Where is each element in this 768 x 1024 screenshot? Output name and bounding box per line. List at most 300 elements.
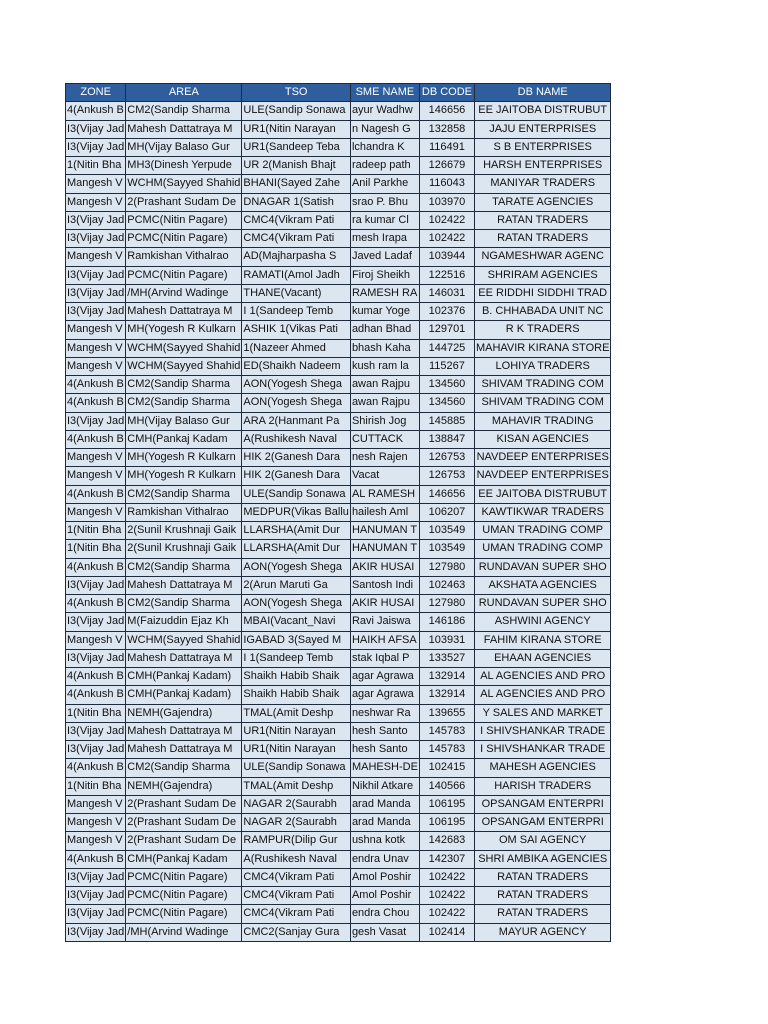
zone-cell[interactable]: I3(Vijay Jad: [66, 887, 126, 905]
tso-cell[interactable]: RAMATI(Amol Jadh: [242, 266, 351, 284]
area-cell[interactable]: MH(Vijay Balaso Gur: [126, 138, 242, 156]
area-cell[interactable]: NEMH(Gajendra): [126, 704, 242, 722]
area-cell[interactable]: MH3(Dinesh Yerpude: [126, 157, 242, 175]
tso-cell[interactable]: UR 2(Manish Bhajt: [242, 157, 351, 175]
db-name-cell[interactable]: FAHIM KIRANA STORE: [474, 631, 610, 649]
db-name-cell[interactable]: I SHIVSHANKAR TRADE: [474, 741, 610, 759]
sme-name-cell[interactable]: awan Rajpu: [350, 376, 419, 394]
db-name-cell[interactable]: HARISH TRADERS: [474, 777, 610, 795]
db-code-cell[interactable]: 116043: [419, 175, 474, 193]
tso-cell[interactable]: ULE(Sandip Sonawa: [242, 485, 351, 503]
db-code-cell[interactable]: 126753: [419, 449, 474, 467]
db-code-cell[interactable]: 102422: [419, 211, 474, 229]
tso-cell[interactable]: 1(Nazeer Ahmed: [242, 339, 351, 357]
table-row: [66, 230, 611, 248]
db-name-cell[interactable]: MAYUR AGENCY: [474, 923, 610, 941]
zone-cell[interactable]: 4(Ankush B: [66, 430, 126, 448]
area-cell[interactable]: WCHM(Sayyed Shahid: [126, 339, 242, 357]
tso-cell[interactable]: Shaikh Habib Shaik: [242, 668, 351, 686]
db-name-cell[interactable]: I SHIVSHANKAR TRADE: [474, 722, 610, 740]
sme-name-cell[interactable]: agar Agrawa: [350, 668, 419, 686]
sme-name-cell[interactable]: bhash Kaha: [350, 339, 419, 357]
db-name-cell[interactable]: MAHAVIR KIRANA STORE: [474, 339, 610, 357]
zone-cell[interactable]: 4(Ankush B: [66, 668, 126, 686]
table-row: [66, 814, 611, 832]
db-name-cell[interactable]: RATAN TRADERS: [474, 887, 610, 905]
zone-cell[interactable]: I3(Vijay Jad: [66, 266, 126, 284]
area-cell[interactable]: CMH(Pankaj Kadam: [126, 850, 242, 868]
area-cell[interactable]: WCHM(Sayyed Shahid: [126, 175, 242, 193]
area-cell[interactable]: PCMC(Nitin Pagare): [126, 211, 242, 229]
sme-name-cell[interactable]: Vacat: [350, 467, 419, 485]
tso-cell[interactable]: UR1(Nitin Narayan: [242, 120, 351, 138]
area-cell[interactable]: Mahesh Dattatraya M: [126, 741, 242, 759]
area-cell[interactable]: PCMC(Nitin Pagare): [126, 266, 242, 284]
area-cell[interactable]: CM2(Sandip Sharma: [126, 102, 242, 120]
area-cell[interactable]: MH(Yogesh R Kulkarn: [126, 467, 242, 485]
sme-name-cell[interactable]: kush ram la: [350, 357, 419, 375]
tso-cell[interactable]: LLARSHA(Amit Dur: [242, 522, 351, 540]
sme-name-cell[interactable]: hailesh Aml: [350, 503, 419, 521]
db-code-cell[interactable]: 146656: [419, 102, 474, 120]
db-name-cell[interactable]: NGAMESHWAR AGENC: [474, 248, 610, 266]
tso-cell[interactable]: TMAL(Amit Deshp: [242, 777, 351, 795]
area-cell[interactable]: PCMC(Nitin Pagare): [126, 905, 242, 923]
db-code-cell[interactable]: 134560: [419, 394, 474, 412]
sme-name-cell[interactable]: neshwar Ra: [350, 704, 419, 722]
tso-cell[interactable]: AON(Yogesh Shega: [242, 394, 351, 412]
db-code-cell[interactable]: 142683: [419, 832, 474, 850]
tso-cell[interactable]: UR1(Nitin Narayan: [242, 722, 351, 740]
area-cell[interactable]: /MH(Arvind Wadinge: [126, 284, 242, 302]
sme-name-cell[interactable]: arad Manda: [350, 814, 419, 832]
tso-cell[interactable]: AON(Yogesh Shega: [242, 558, 351, 576]
sme-name-cell[interactable]: Firoj Sheikh: [350, 266, 419, 284]
zone-cell[interactable]: Mangesh V: [66, 832, 126, 850]
db-code-cell[interactable]: 102414: [419, 923, 474, 941]
db-name-cell[interactable]: Y SALES AND MARKET: [474, 704, 610, 722]
area-cell[interactable]: PCMC(Nitin Pagare): [126, 887, 242, 905]
db-name-cell[interactable]: RATAN TRADERS: [474, 230, 610, 248]
tso-cell[interactable]: CMC2(Sanjay Gura: [242, 923, 351, 941]
sme-name-cell[interactable]: HAIKH AFSA: [350, 631, 419, 649]
zone-cell[interactable]: 4(Ankush B: [66, 759, 126, 777]
table-row: [66, 832, 611, 850]
zone-cell[interactable]: Mangesh V: [66, 321, 126, 339]
table-row: [66, 503, 611, 521]
area-cell[interactable]: CM2(Sandip Sharma: [126, 485, 242, 503]
db-name-cell[interactable]: EE JAITOBA DISTRUBUT: [474, 102, 610, 120]
db-name-cell[interactable]: RATAN TRADERS: [474, 868, 610, 886]
tso-cell[interactable]: I 1(Sandeep Temb: [242, 649, 351, 667]
tso-cell[interactable]: NAGAR 2(Saurabh: [242, 795, 351, 813]
zone-cell[interactable]: I3(Vijay Jad: [66, 868, 126, 886]
tso-cell[interactable]: RAMPUR(Dilip Gur: [242, 832, 351, 850]
area-cell[interactable]: CM2(Sandip Sharma: [126, 376, 242, 394]
sme-name-cell[interactable]: Ravi Jaiswa: [350, 613, 419, 631]
db-code-cell[interactable]: 133527: [419, 649, 474, 667]
area-cell[interactable]: MH(Yogesh R Kulkarn: [126, 449, 242, 467]
area-cell[interactable]: /MH(Arvind Wadinge: [126, 923, 242, 941]
tso-cell[interactable]: IGABAD 3(Sayed M: [242, 631, 351, 649]
sme-name-cell[interactable]: arad Manda: [350, 795, 419, 813]
zone-cell[interactable]: I3(Vijay Jad: [66, 284, 126, 302]
zone-cell[interactable]: I3(Vijay Jad: [66, 722, 126, 740]
db-name-cell[interactable]: RATAN TRADERS: [474, 211, 610, 229]
sme-name-cell[interactable]: MAHESH-DE: [350, 759, 419, 777]
sme-name-cell[interactable]: AKIR HUSAI: [350, 558, 419, 576]
tso-cell[interactable]: A(Rushikesh Naval: [242, 430, 351, 448]
db-code-cell[interactable]: 139655: [419, 704, 474, 722]
db-code-cell[interactable]: 134560: [419, 376, 474, 394]
zone-cell[interactable]: 4(Ankush B: [66, 394, 126, 412]
area-cell[interactable]: CMH(Pankaj Kadam): [126, 686, 242, 704]
tso-cell[interactable]: Shaikh Habib Shaik: [242, 686, 351, 704]
area-cell[interactable]: CMH(Pankaj Kadam: [126, 430, 242, 448]
tso-cell[interactable]: BHANI(Sayed Zahe: [242, 175, 351, 193]
table-row: [66, 248, 611, 266]
db-name-cell[interactable]: SHIVAM TRADING COM: [474, 394, 610, 412]
sme-name-cell[interactable]: HANUMAN T: [350, 522, 419, 540]
db-code-cell[interactable]: 145885: [419, 412, 474, 430]
db-name-cell[interactable]: JAJU ENTERPRISES: [474, 120, 610, 138]
tso-cell[interactable]: DNAGAR 1(Satish: [242, 193, 351, 211]
db-name-cell[interactable]: UMAN TRADING COMP: [474, 540, 610, 558]
zone-cell[interactable]: Mangesh V: [66, 357, 126, 375]
zone-cell[interactable]: Mangesh V: [66, 503, 126, 521]
sme-name-cell[interactable]: AKIR HUSAI: [350, 595, 419, 613]
zone-cell[interactable]: Mangesh V: [66, 339, 126, 357]
db-name-cell[interactable]: RUNDAVAN SUPER SHO: [474, 558, 610, 576]
zone-cell[interactable]: Mangesh V: [66, 467, 126, 485]
area-cell[interactable]: PCMC(Nitin Pagare): [126, 868, 242, 886]
db-code-cell[interactable]: 106195: [419, 795, 474, 813]
tso-cell[interactable]: AON(Yogesh Shega: [242, 595, 351, 613]
tso-cell[interactable]: UR1(Nitin Narayan: [242, 741, 351, 759]
area-cell[interactable]: 2(Prashant Sudam De: [126, 832, 242, 850]
sme-name-cell[interactable]: gesh Vasat: [350, 923, 419, 941]
db-code-cell[interactable]: 146031: [419, 284, 474, 302]
db-name-cell[interactable]: S B ENTERPRISES: [474, 138, 610, 156]
db-name-cell[interactable]: MAHAVIR TRADING: [474, 412, 610, 430]
tso-cell[interactable]: AON(Yogesh Shega: [242, 376, 351, 394]
db-code-cell[interactable]: 102422: [419, 230, 474, 248]
zone-cell[interactable]: I3(Vijay Jad: [66, 211, 126, 229]
area-cell[interactable]: Mahesh Dattatraya M: [126, 303, 242, 321]
area-cell[interactable]: CM2(Sandip Sharma: [126, 595, 242, 613]
sme-name-cell[interactable]: Amol Poshir: [350, 868, 419, 886]
tso-cell[interactable]: MBAI(Vacant_Navi: [242, 613, 351, 631]
sme-name-cell[interactable]: ayur Wadhw: [350, 102, 419, 120]
db-name-cell[interactable]: ASHWINI AGENCY: [474, 613, 610, 631]
db-code-cell[interactable]: 142307: [419, 850, 474, 868]
db-code-cell[interactable]: 102422: [419, 905, 474, 923]
db-name-cell[interactable]: SHRIRAM AGENCIES: [474, 266, 610, 284]
table-row: [66, 138, 611, 156]
sme-name-cell[interactable]: mesh Irapa: [350, 230, 419, 248]
area-cell[interactable]: NEMH(Gajendra): [126, 777, 242, 795]
tso-cell[interactable]: CMC4(Vikram Pati: [242, 868, 351, 886]
db-name-cell[interactable]: AL AGENCIES AND PRO: [474, 668, 610, 686]
db-code-cell[interactable]: 126753: [419, 467, 474, 485]
zone-cell[interactable]: I3(Vijay Jad: [66, 741, 126, 759]
sme-name-cell[interactable]: kumar Yoge: [350, 303, 419, 321]
area-cell[interactable]: MH(Vijay Balaso Gur: [126, 412, 242, 430]
db-code-cell[interactable]: 145783: [419, 722, 474, 740]
area-cell[interactable]: CMH(Pankaj Kadam): [126, 668, 242, 686]
sme-name-cell[interactable]: endra Chou: [350, 905, 419, 923]
header-area[interactable]: AREA: [126, 84, 242, 102]
db-name-cell[interactable]: HARSH ENTERPRISES: [474, 157, 610, 175]
db-name-cell[interactable]: SHIVAM TRADING COM: [474, 376, 610, 394]
db-code-cell[interactable]: 102376: [419, 303, 474, 321]
db-name-cell[interactable]: EE JAITOBA DISTRUBUT: [474, 485, 610, 503]
tso-cell[interactable]: TMAL(Amit Deshp: [242, 704, 351, 722]
db-code-cell[interactable]: 102422: [419, 868, 474, 886]
zone-cell[interactable]: 4(Ankush B: [66, 485, 126, 503]
tso-cell[interactable]: NAGAR 2(Saurabh: [242, 814, 351, 832]
db-name-cell[interactable]: OM SAI AGENCY: [474, 832, 610, 850]
area-cell[interactable]: 2(Prashant Sudam De: [126, 814, 242, 832]
tso-cell[interactable]: I 1(Sandeep Temb: [242, 303, 351, 321]
zone-cell[interactable]: Mangesh V: [66, 248, 126, 266]
header-sme-name[interactable]: SME NAME: [350, 84, 419, 102]
db-code-cell[interactable]: 132858: [419, 120, 474, 138]
sme-name-cell[interactable]: nesh Rajen: [350, 449, 419, 467]
sme-name-cell[interactable]: CUTTACK: [350, 430, 419, 448]
table-row: [66, 284, 611, 302]
tso-cell[interactable]: ASHIK 1(Vikas Pati: [242, 321, 351, 339]
zone-cell[interactable]: I3(Vijay Jad: [66, 576, 126, 594]
tso-cell[interactable]: AD(Majharpasha S: [242, 248, 351, 266]
db-code-cell[interactable]: 140566: [419, 777, 474, 795]
sme-name-cell[interactable]: radeep path: [350, 157, 419, 175]
area-cell[interactable]: Mahesh Dattatraya M: [126, 576, 242, 594]
table-row: [66, 887, 611, 905]
zone-cell[interactable]: I3(Vijay Jad: [66, 412, 126, 430]
area-cell[interactable]: Ramkishan Vithalrao: [126, 248, 242, 266]
sme-name-cell[interactable]: stak Iqbal P: [350, 649, 419, 667]
sme-name-cell[interactable]: HANUMAN T: [350, 540, 419, 558]
zone-cell[interactable]: Mangesh V: [66, 193, 126, 211]
sme-name-cell[interactable]: n Nagesh G: [350, 120, 419, 138]
db-code-cell[interactable]: 106207: [419, 503, 474, 521]
db-code-cell[interactable]: 144725: [419, 339, 474, 357]
tso-cell[interactable]: CMC4(Vikram Pati: [242, 887, 351, 905]
db-name-cell[interactable]: B. CHHABADA UNIT NC: [474, 303, 610, 321]
table-row: [66, 759, 611, 777]
zone-cell[interactable]: I3(Vijay Jad: [66, 923, 126, 941]
db-code-cell[interactable]: 103549: [419, 522, 474, 540]
db-name-cell[interactable]: R K TRADERS: [474, 321, 610, 339]
zone-cell[interactable]: Mangesh V: [66, 449, 126, 467]
db-name-cell[interactable]: NAVDEEP ENTERPRISES: [474, 449, 610, 467]
header-row: [66, 84, 611, 102]
tso-cell[interactable]: ULE(Sandip Sonawa: [242, 102, 351, 120]
sme-name-cell[interactable]: awan Rajpu: [350, 394, 419, 412]
zone-cell[interactable]: 1(Nitin Bha: [66, 704, 126, 722]
table-row: [66, 467, 611, 485]
db-code-cell[interactable]: 132914: [419, 668, 474, 686]
table-row: [66, 430, 611, 448]
area-cell[interactable]: Mahesh Dattatraya M: [126, 722, 242, 740]
zone-cell[interactable]: 4(Ankush B: [66, 595, 126, 613]
tso-cell[interactable]: UR1(Sandeep Teba: [242, 138, 351, 156]
db-code-cell[interactable]: 102415: [419, 759, 474, 777]
zone-cell[interactable]: I3(Vijay Jad: [66, 613, 126, 631]
db-name-cell[interactable]: RATAN TRADERS: [474, 905, 610, 923]
table-row: [66, 357, 611, 375]
zone-cell[interactable]: 4(Ankush B: [66, 376, 126, 394]
sme-name-cell[interactable]: endra Unav: [350, 850, 419, 868]
area-cell[interactable]: CM2(Sandip Sharma: [126, 759, 242, 777]
tso-cell[interactable]: MEDPUR(Vikas Ballu: [242, 503, 351, 521]
db-code-cell[interactable]: 146186: [419, 613, 474, 631]
tso-cell[interactable]: ULE(Sandip Sonawa: [242, 759, 351, 777]
tso-cell[interactable]: CMC4(Vikram Pati: [242, 905, 351, 923]
area-cell[interactable]: MH(Yogesh R Kulkarn: [126, 321, 242, 339]
area-cell[interactable]: Mahesh Dattatraya M: [126, 120, 242, 138]
zone-cell[interactable]: 1(Nitin Bha: [66, 777, 126, 795]
db-name-cell[interactable]: EHAAN AGENCIES: [474, 649, 610, 667]
sme-name-cell[interactable]: hesh Santo: [350, 722, 419, 740]
sme-name-cell[interactable]: Shirish Jog: [350, 412, 419, 430]
sme-name-cell[interactable]: agar Agrawa: [350, 686, 419, 704]
table-row: [66, 394, 611, 412]
table-row: [66, 449, 611, 467]
sme-name-cell[interactable]: Nikhil Atkare: [350, 777, 419, 795]
db-name-cell[interactable]: RUNDAVAN SUPER SHO: [474, 595, 610, 613]
area-cell[interactable]: WCHM(Sayyed Shahid: [126, 357, 242, 375]
sme-name-cell[interactable]: Anil Parkhe: [350, 175, 419, 193]
tso-cell[interactable]: LLARSHA(Amit Dur: [242, 540, 351, 558]
zone-cell[interactable]: 4(Ankush B: [66, 558, 126, 576]
zone-cell[interactable]: Mangesh V: [66, 175, 126, 193]
sme-name-cell[interactable]: lchandra K: [350, 138, 419, 156]
sme-name-cell[interactable]: ra kumar Cl: [350, 211, 419, 229]
area-cell[interactable]: CM2(Sandip Sharma: [126, 394, 242, 412]
db-name-cell[interactable]: TARATE AGENCIES: [474, 193, 610, 211]
db-name-cell[interactable]: SHRI AMBIKA AGENCIES: [474, 850, 610, 868]
table-row: [66, 339, 611, 357]
db-code-cell[interactable]: 116491: [419, 138, 474, 156]
db-code-cell[interactable]: 122516: [419, 266, 474, 284]
zone-cell[interactable]: I3(Vijay Jad: [66, 649, 126, 667]
db-name-cell[interactable]: MAHESH AGENCIES: [474, 759, 610, 777]
area-cell[interactable]: Ramkishan Vithalrao: [126, 503, 242, 521]
tso-cell[interactable]: ARA 2(Hanmant Pa: [242, 412, 351, 430]
zone-cell[interactable]: 1(Nitin Bha: [66, 157, 126, 175]
db-name-cell[interactable]: MANIYAR TRADERS: [474, 175, 610, 193]
db-name-cell[interactable]: KAWTIKWAR TRADERS: [474, 503, 610, 521]
db-code-cell[interactable]: 138847: [419, 430, 474, 448]
db-name-cell[interactable]: OPSANGAM ENTERPRI: [474, 814, 610, 832]
db-code-cell[interactable]: 129701: [419, 321, 474, 339]
area-cell[interactable]: 2(Prashant Sudam De: [126, 193, 242, 211]
area-cell[interactable]: 2(Sunil Krushnaji Gaik: [126, 540, 242, 558]
sme-name-cell[interactable]: srao P. Bhu: [350, 193, 419, 211]
db-name-cell[interactable]: KISAN AGENCIES: [474, 430, 610, 448]
area-cell[interactable]: CM2(Sandip Sharma: [126, 558, 242, 576]
db-code-cell[interactable]: 145783: [419, 741, 474, 759]
db-code-cell[interactable]: 115267: [419, 357, 474, 375]
db-code-cell[interactable]: 132914: [419, 686, 474, 704]
db-code-cell[interactable]: 127980: [419, 595, 474, 613]
area-cell[interactable]: Mahesh Dattatraya M: [126, 649, 242, 667]
db-code-cell[interactable]: 103931: [419, 631, 474, 649]
sme-name-cell[interactable]: adhan Bhad: [350, 321, 419, 339]
sme-name-cell[interactable]: Amol Poshir: [350, 887, 419, 905]
zone-cell[interactable]: Mangesh V: [66, 814, 126, 832]
area-cell[interactable]: PCMC(Nitin Pagare): [126, 230, 242, 248]
tso-cell[interactable]: CMC4(Vikram Pati: [242, 230, 351, 248]
db-name-cell[interactable]: LOHIYA TRADERS: [474, 357, 610, 375]
zone-cell[interactable]: 1(Nitin Bha: [66, 522, 126, 540]
zone-cell[interactable]: 4(Ankush B: [66, 850, 126, 868]
zone-cell[interactable]: I3(Vijay Jad: [66, 303, 126, 321]
db-code-cell[interactable]: 103549: [419, 540, 474, 558]
db-code-cell[interactable]: 126679: [419, 157, 474, 175]
tso-cell[interactable]: HIK 2(Ganesh Dara: [242, 449, 351, 467]
db-name-cell[interactable]: AKSHATA AGENCIES: [474, 576, 610, 594]
header-tso[interactable]: TSO: [242, 84, 351, 102]
zone-cell[interactable]: I3(Vijay Jad: [66, 905, 126, 923]
zone-cell[interactable]: Mangesh V: [66, 631, 126, 649]
header-zone[interactable]: ZONE: [66, 84, 126, 102]
sme-name-cell[interactable]: AL RAMESH: [350, 485, 419, 503]
db-code-cell[interactable]: 102463: [419, 576, 474, 594]
tso-cell[interactable]: HIK 2(Ganesh Dara: [242, 467, 351, 485]
sme-name-cell[interactable]: Santosh Indi: [350, 576, 419, 594]
tso-cell[interactable]: 2(Arun Maruti Ga: [242, 576, 351, 594]
db-code-cell[interactable]: 102422: [419, 887, 474, 905]
db-code-cell[interactable]: 106195: [419, 814, 474, 832]
zone-cell[interactable]: I3(Vijay Jad: [66, 230, 126, 248]
table-row: [66, 576, 611, 594]
zone-cell[interactable]: Mangesh V: [66, 795, 126, 813]
db-name-cell[interactable]: UMAN TRADING COMP: [474, 522, 610, 540]
tso-cell[interactable]: ED(Shaikh Nadeem: [242, 357, 351, 375]
tso-cell[interactable]: THANE(Vacant): [242, 284, 351, 302]
db-code-cell[interactable]: 127980: [419, 558, 474, 576]
db-name-cell[interactable]: OPSANGAM ENTERPRI: [474, 795, 610, 813]
area-cell[interactable]: 2(Prashant Sudam De: [126, 795, 242, 813]
area-cell[interactable]: 2(Sunil Krushnaji Gaik: [126, 522, 242, 540]
table-row: [66, 777, 611, 795]
header-db-code[interactable]: DB CODE: [419, 84, 474, 102]
db-name-cell[interactable]: NAVDEEP ENTERPRISES: [474, 467, 610, 485]
sme-name-cell[interactable]: hesh Santo: [350, 741, 419, 759]
db-name-cell[interactable]: EE RIDDHI SIDDHI TRAD: [474, 284, 610, 302]
zone-cell[interactable]: 1(Nitin Bha: [66, 540, 126, 558]
sme-name-cell[interactable]: Javed Ladaf: [350, 248, 419, 266]
tso-cell[interactable]: A(Rushikesh Naval: [242, 850, 351, 868]
zone-cell[interactable]: 4(Ankush B: [66, 686, 126, 704]
tso-cell[interactable]: CMC4(Vikram Pati: [242, 211, 351, 229]
sme-name-cell[interactable]: ushna kotk: [350, 832, 419, 850]
db-code-cell[interactable]: 103970: [419, 193, 474, 211]
zone-cell[interactable]: 4(Ankush B: [66, 102, 126, 120]
zone-cell[interactable]: I3(Vijay Jad: [66, 120, 126, 138]
db-code-cell[interactable]: 146656: [419, 485, 474, 503]
area-cell[interactable]: M(Faizuddin Ejaz Kh: [126, 613, 242, 631]
zone-cell[interactable]: I3(Vijay Jad: [66, 138, 126, 156]
sme-name-cell[interactable]: RAMESH RA: [350, 284, 419, 302]
area-cell[interactable]: WCHM(Sayyed Shahid: [126, 631, 242, 649]
db-code-cell[interactable]: 103944: [419, 248, 474, 266]
header-db-name[interactable]: DB NAME: [474, 84, 610, 102]
db-name-cell[interactable]: AL AGENCIES AND PRO: [474, 686, 610, 704]
